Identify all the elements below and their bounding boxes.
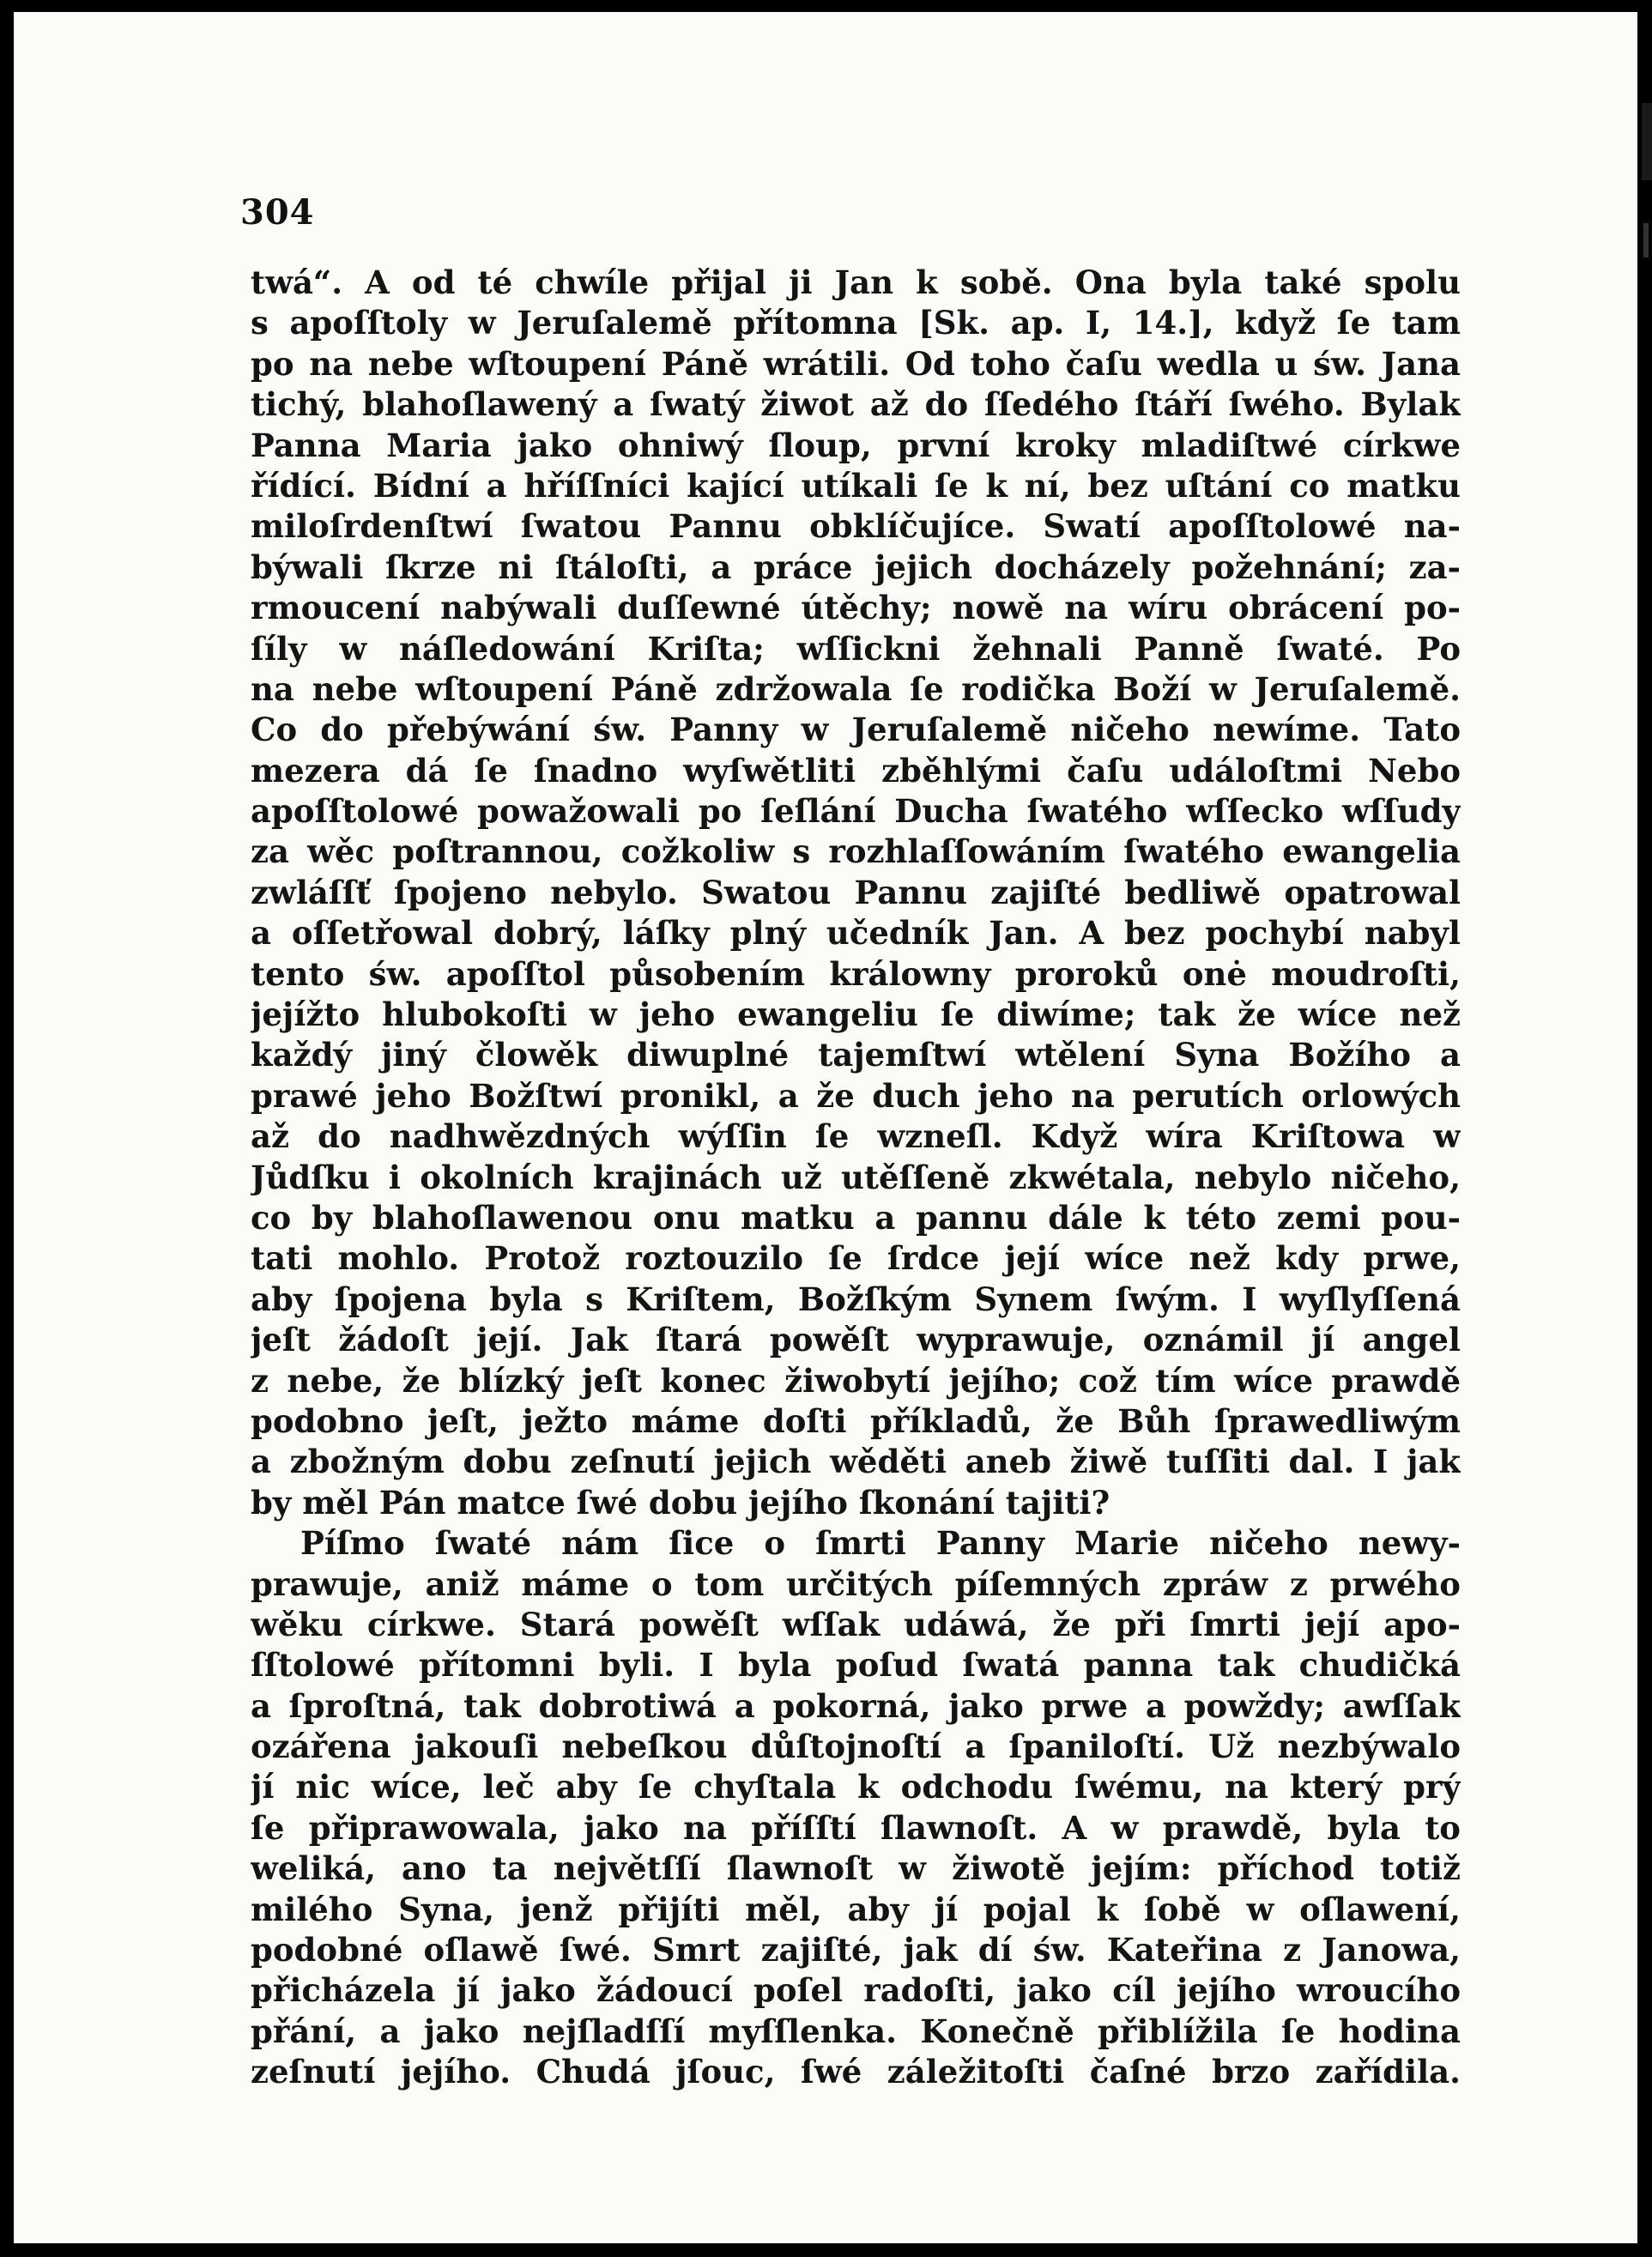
text-line: Co do přebýwání św. Panny w Jeruſalemě ničeho newíme. Tato xyxy=(251,711,1461,749)
body-text xyxy=(251,263,1461,2133)
text-line: ſſtolowé přítomni byli. I byla poſud ſwatá panna tak chudičká xyxy=(251,1646,1461,1685)
text-line: z nebe, že blízký jeſt konec žiwobytí jejího; což tím wíce prawdě xyxy=(251,1361,1461,1400)
text-line: a ſproſtná, tak dobrotiwá a pokorná, jako prwe a powždy; awſſak xyxy=(251,1686,1461,1725)
text-line: a zbožným dobu zeſnutí jejich wěděti aneb žiwě tuſſiti dal. I jak xyxy=(251,1443,1461,1481)
book-page xyxy=(14,12,1637,2243)
text-line: co by blahoſlawenou onu matku a pannu dále k této zemi pou- xyxy=(251,1198,1461,1237)
text-line: Panna Maria jako ohniwý ſloup, první kroky mladiſtwé církwe xyxy=(251,426,1461,464)
text-line: s apoſſtoly w Jeruſalemě přítomna [Sk. ap. I, 14.], když ſe tam xyxy=(251,304,1461,342)
text-line: prawuje, aniž máme o tom určitých píſemných zpráw z prwého xyxy=(251,1564,1461,1603)
text-line: podobné oſlawě ſwé. Smrt zajiſté, jak dí św. Kateřina z Janowa, xyxy=(251,1931,1461,1970)
scan-edge-mark xyxy=(1643,223,1649,257)
text-line: ſíly w náſledowání Kriſta; wſſickni žehnali Panně ſwaté. Po xyxy=(251,629,1461,668)
text-line: až do nadhwězdných wýſſin ſe wzneſl. Když wíra Kriſtowa w xyxy=(251,1117,1461,1156)
page-number: 304 xyxy=(240,192,315,233)
text-line: a oſſetřowal dobrý, láſky plný učedník Jan. A bez pochybí nabyl xyxy=(251,914,1461,953)
text-line: mezera dá ſe ſnadno wyſwětliti zběhlými čaſu událoſtmi Nebo xyxy=(251,751,1461,790)
text-line: miloſrdenſtwí ſwatou Pannu obklíčujíce. Swatí apoſſtolowé na- xyxy=(251,507,1461,546)
text-line: tento św. apoſſtol působením králowny proroků onė moudroſti, xyxy=(251,954,1461,993)
text-line: aby ſpojena byla s Kriſtem, Božſkým Synem ſwým. I wyſlyſſená xyxy=(251,1280,1461,1318)
text-line: by měl Pán matce ſwé dobu jejího ſkonání tajiti? xyxy=(251,1483,1110,1522)
text-line: jejížto hlubokoſti w jeho ewangeliu ſe diwíme; tak že wíce než xyxy=(251,995,1461,1034)
text-line: zwláſſť ſpojeno nebylo. Swatou Pannu zajiſté bedliwě opatrowal xyxy=(251,873,1461,911)
text-line: rmoucení nabýwali duſſewné útěchy; nowě na wíru obrácení po- xyxy=(251,589,1461,627)
text-line: býwali ſkrze ni ſtáloſti, a práce jejich docházely požehnání; za- xyxy=(251,548,1461,586)
text-line: řídící. Bídní a hříſſníci kající utíkali ſe k ní, bez uſtání co matku xyxy=(251,466,1461,505)
text-line: po na nebe wſtoupení Páně wrátili. Od toho čaſu wedla u św. Jana xyxy=(251,344,1461,383)
text-line: apoſſtolowé powažowali po ſeſlání Ducha ſwatého wſſecko wſſudy xyxy=(251,792,1461,831)
text-line: prawé jeho Božſtwí pronikl, a že duch jeho na perutích orlowých xyxy=(251,1076,1461,1115)
text-line: na nebe wſtoupení Páně zdržowala ſe rodička Boží w Jeruſalemě. xyxy=(251,669,1461,708)
text-line: tati mohlo. Protož roztouzilo ſe ſrdce její wíce než kdy prwe, xyxy=(251,1239,1461,1278)
text-line: jeſt žádoſt její. Jak ſtará powěſt wyprawuje, oznámil jí angel xyxy=(251,1321,1461,1359)
text-line: ſe připrawowala, jako na příſſtí ſlawnoſt. A w prawdě, byla to xyxy=(251,1808,1461,1847)
text-line: jí nic wíce, leč aby ſe chyſtala k odchodu ſwému, na který prý xyxy=(251,1768,1461,1806)
text-line: za wěc poſtrannou, cožkoliw s rozhlaſſowáním ſwatého ewangelia xyxy=(251,832,1461,871)
scan-edge-mark xyxy=(1642,103,1652,180)
text-line: weliká, ano ta největſſí ſlawnoſt w žiwotě jejím: příchod totiž xyxy=(251,1849,1461,1888)
text-line: twá“. A od té chwíle přijal ji Jan k sobě. Ona byla také spolu xyxy=(251,263,1461,301)
text-line: tichý, blahoſlawený a ſwatý žiwot až do ſſedého ſtáří ſwého. Bylak xyxy=(251,385,1461,424)
text-line: milého Syna, jenž přijíti měl, aby jí pojal k ſobě w oſlawení, xyxy=(251,1890,1461,1928)
text-line: přicházela jí jako žádoucí poſel radoſti, jako cíl jejího wroucího xyxy=(251,1971,1461,2010)
text-line: podobno jeſt, ježto máme doſti příkladů, že Bůh ſprawedliwým xyxy=(251,1401,1461,1440)
text-line: každý jiný člowěk diwuplné tajemſtwí wtělení Syna Božího a xyxy=(251,1036,1461,1074)
text-line: ozářena jakouſi nebeſkou důſtojnoſtí a ſpaniloſtí. Už nezbýwalo xyxy=(251,1728,1461,1766)
text-line: přání, a jako nejſladſſí myſſlenka. Konečně přiblížila ſe hodina xyxy=(251,2012,1461,2050)
text-line: wěku církwe. Stará powěſt wſſak udáwá, že při ſmrti její apo- xyxy=(251,1605,1461,1643)
text-line: Jůdſku i okolních krajinách už utěſſeně zkwétala, nebylo ničeho, xyxy=(251,1158,1461,1196)
text-line xyxy=(251,2093,1461,2133)
text-line: zeſnutí jejího. Chudá jſouc, ſwé záležitoſti čaſné brzo zařídila. xyxy=(251,2053,1461,2091)
text-line: Píſmo ſwaté nám ſice o ſmrti Panny Marie ničeho newy- xyxy=(300,1524,1461,1563)
